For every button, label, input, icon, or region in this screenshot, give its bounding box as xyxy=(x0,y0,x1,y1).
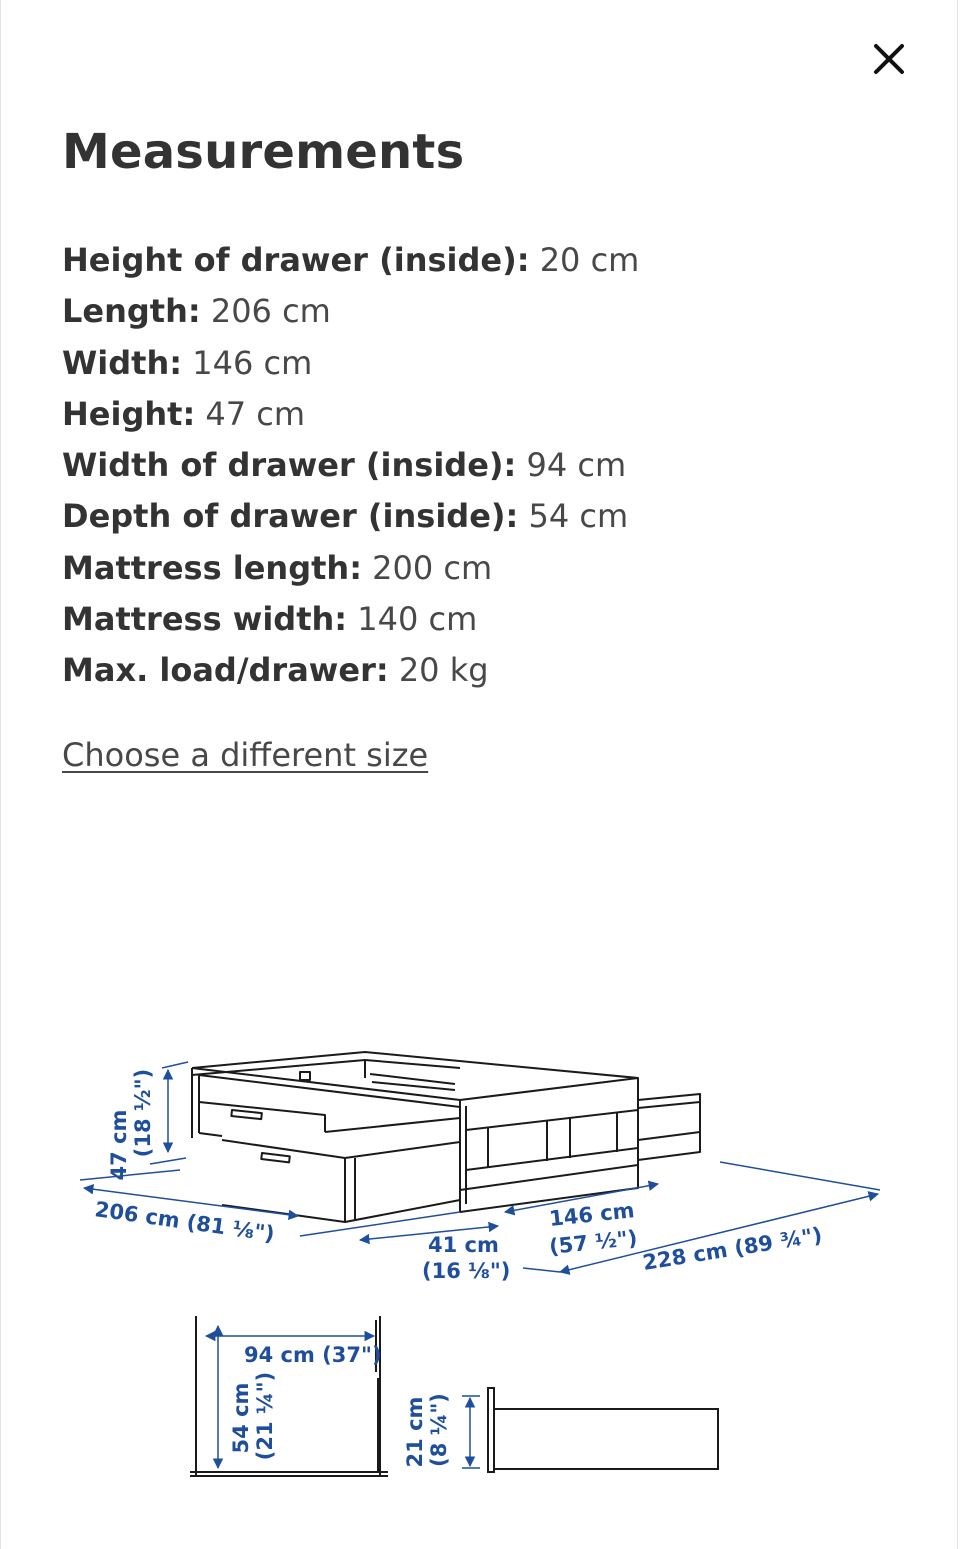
choose-size-link[interactable]: Choose a different size xyxy=(62,736,429,774)
spec-value: 47 cm xyxy=(205,394,306,433)
spec-label: Width of drawer (inside): xyxy=(62,446,517,485)
drawer-depth-in-label: (21 ¼") xyxy=(253,1371,277,1461)
width-cm-label: 146 cm xyxy=(548,1198,636,1231)
dimension-drawing xyxy=(0,1030,960,1490)
spec-value: 146 cm xyxy=(192,343,313,382)
spec-value: 20 kg xyxy=(398,651,489,690)
spec-row xyxy=(62,338,639,389)
drawer-depth-cm-label: 54 cm xyxy=(229,1382,253,1454)
spec-value: 94 cm xyxy=(526,446,627,485)
spec-row xyxy=(62,594,639,645)
spec-value: 200 cm xyxy=(372,548,493,587)
spec-value: 140 cm xyxy=(357,600,478,639)
spec-row xyxy=(62,543,639,594)
spec-label: Mattress width: xyxy=(62,600,348,639)
height-cm-label: 47 cm xyxy=(107,1109,131,1181)
close-button[interactable] xyxy=(864,34,914,84)
measurements-list xyxy=(62,235,639,697)
height-in-label: (18 ½") xyxy=(131,1068,155,1158)
drawer-open-in-label: (16 ⅛") xyxy=(422,1259,511,1283)
spec-row xyxy=(62,440,639,491)
spec-value: 54 cm xyxy=(528,497,629,536)
spec-label: Length: xyxy=(62,292,201,331)
drawer-open-cm-label: 41 cm xyxy=(428,1233,499,1257)
spec-row xyxy=(62,389,639,440)
bed-illustration xyxy=(192,1052,700,1222)
spec-label: Depth of drawer (inside): xyxy=(62,497,519,536)
width-in-label: (57 ½") xyxy=(548,1225,639,1259)
page-title: Measurements xyxy=(62,124,465,180)
spec-label: Mattress length: xyxy=(62,548,362,587)
spec-label: Max. load/drawer: xyxy=(62,651,389,690)
spec-value: 20 cm xyxy=(539,241,640,279)
spec-row xyxy=(62,645,639,696)
total-length-label: 228 cm (89 ¾") xyxy=(641,1222,824,1275)
drawer-height-cm-label: 21 cm xyxy=(403,1396,427,1468)
spec-label: Height: xyxy=(62,394,196,433)
drawer-width-label: 94 cm (37") xyxy=(244,1343,382,1367)
spec-row xyxy=(62,286,639,337)
spec-label: Width: xyxy=(62,343,183,382)
spec-label: Height of drawer (inside): xyxy=(62,241,530,279)
spec-row xyxy=(62,235,639,286)
spec-value: 206 cm xyxy=(210,292,331,331)
length-label: 206 cm (81 ⅛") xyxy=(93,1197,277,1247)
drawer-top-view xyxy=(190,1316,388,1476)
close-icon xyxy=(871,41,907,77)
drawer-height-in-label: (8 ¼") xyxy=(427,1393,451,1467)
spec-row xyxy=(62,491,639,542)
drawer-side-view xyxy=(488,1388,718,1472)
